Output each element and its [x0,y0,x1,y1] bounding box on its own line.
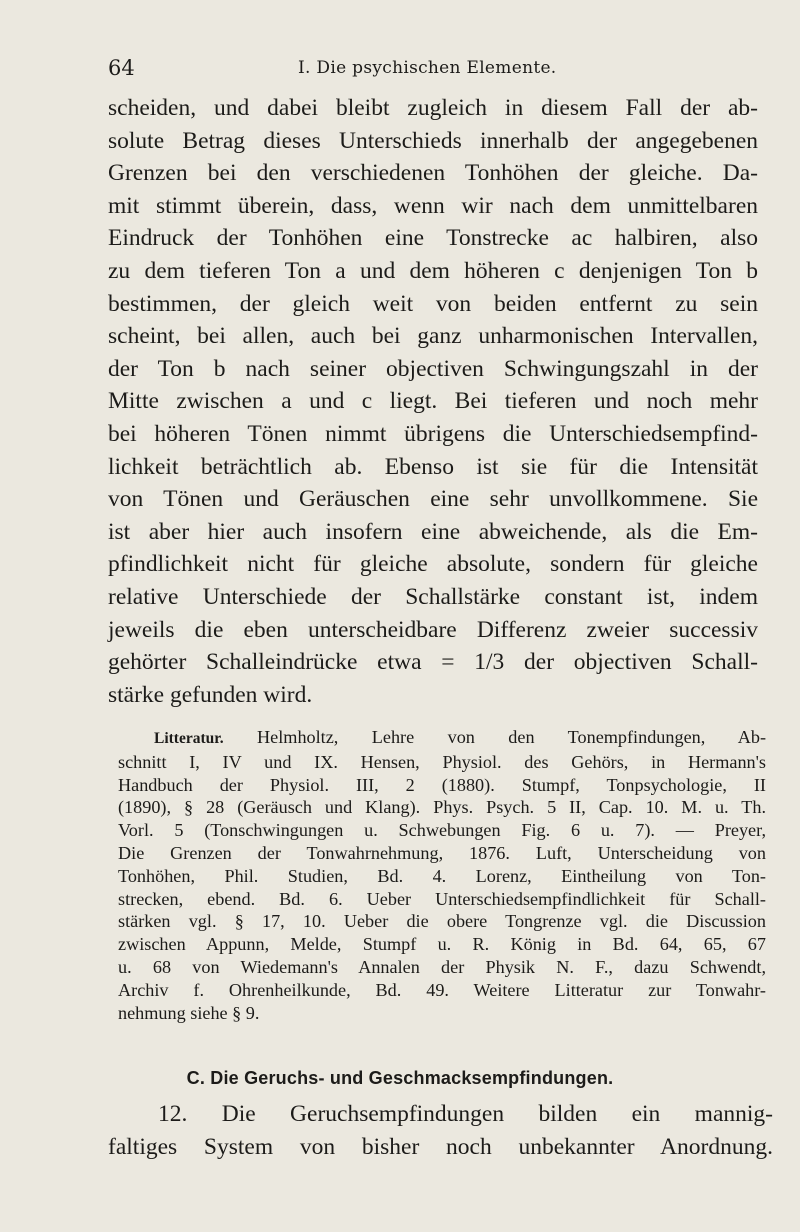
literature-line: Handbuch der Physiol. III, 2 (1880). Stumpf, Tonpsychologie, II [118,774,766,795]
section-12-first-line: Die Geruchsempfindungen bilden ein mannig- [221,1101,773,1127]
literature-line: schnitt I, IV und IX. Hensen, Physiol. des Gehörs, in Hermann's [118,751,766,772]
literature-line: Vorl. 5 (Tonschwingungen u. Schwebungen Fig. 6 u. 7). — Preyer, [118,820,766,841]
body-line: jeweils die eben unterscheidbare Differenz zweier successiv [108,616,758,643]
section-12-line: faltiges System von bisher noch unbekannter Anordnung. [108,1133,773,1160]
literature-label: Litteratur. [154,730,224,747]
literature-line: nehmung siehe § 9. [118,1002,260,1023]
page-header [108,50,768,86]
body-line: stärke gefunden wird. [108,681,313,708]
literature-line: stärken vgl. § 17, 10. Ueber die obere Tongrenze vgl. die Discussion [118,911,766,932]
body-line: lichkeit beträchtlich ab. Ebenso ist sie für die Intensität [108,453,758,480]
literature-block [118,726,766,1024]
literature-line [118,726,766,751]
literature-line: Die Grenzen der Tonwahrnehmung, 1876. Luft, Unterscheidung von [118,842,766,863]
body-line: solute Betrag dieses Unterschieds innerhalb der angegebenen [108,127,758,154]
body-line: der Ton b nach seiner objectiven Schwingungszahl in der [108,355,758,382]
body-line: gehörter Schalleindrücke etwa = 1/3 der objectiven Schall- [108,649,758,676]
literature-line: strecken, ebend. Bd. 6. Ueber Unterschiedsempfindlichkeit für Schall- [118,888,766,909]
body-line: Eindruck der Tonhöhen eine Tonstrecke ac halbiren, also [108,225,758,252]
body-line: bei höheren Tönen nimmt übrigens die Unterschiedsempfind- [108,420,758,447]
body-line: pfindlichkeit nicht für gleiche absolute, sondern für gleiche [108,551,758,578]
body-line: zu dem tieferen Ton a und dem höheren c denjenigen Ton b [108,257,758,284]
literature-line: u. 68 von Wiedemann's Annalen der Physik N. F., dazu Schwendt, [118,956,766,977]
body-line: scheint, bei allen, auch bei ganz unharmonischen Intervallen, [108,323,758,350]
body-line: mit stimmt überein, dass, wenn wir nach dem unmittelbaren [108,192,758,219]
literature-line: zwischen Appunn, Melde, Stumpf u. R. König in Bd. 64, 65, 67 [118,934,766,955]
running-title: I. Die psychischen Elemente. [298,58,557,78]
body-line: scheiden, und dabei bleibt zugleich in diesem Fall der ab- [108,95,758,121]
section-12-paragraph [108,1098,773,1163]
literature-line: Archiv f. Ohrenheilkunde, Bd. 49. Weitere Litteratur zur Tonwahr- [118,979,766,1000]
body-line: relative Unterschiede der Schallstärke constant ist, indem [108,583,758,610]
literature-line: (1890), § 28 (Geräusch und Klang). Phys. Psych. 5 II, Cap. 10. M. u. Th. [118,797,766,818]
section-12-line [108,1098,773,1131]
paragraph-number: 12. [158,1101,188,1127]
literature-first-line: Helmholtz, Lehre von den Tonempfindungen, Ab- [257,727,767,747]
body-line: bestimmen, der gleich weit von beiden entfernt zu sein [108,290,758,317]
section-heading: C. Die Geruchs- und Geschmacksempfindungen. [186,1068,614,1088]
literature-line: Tonhöhen, Phil. Studien, Bd. 4. Lorenz, Eintheilung von Ton- [118,865,766,886]
body-line: von Tönen und Geräuschen eine sehr unvollkommene. Sie [108,486,758,513]
body-line: ist aber hier auch insofern eine abweichende, als die Em- [108,518,758,545]
body-line: Mitte zwischen a und c liegt. Bei tieferen und noch mehr [108,388,758,415]
body-text [108,92,758,711]
page-number: 64 [108,56,135,80]
body-line: Grenzen bei den verschiedenen Tonhöhen der gleiche. Da- [108,160,758,187]
